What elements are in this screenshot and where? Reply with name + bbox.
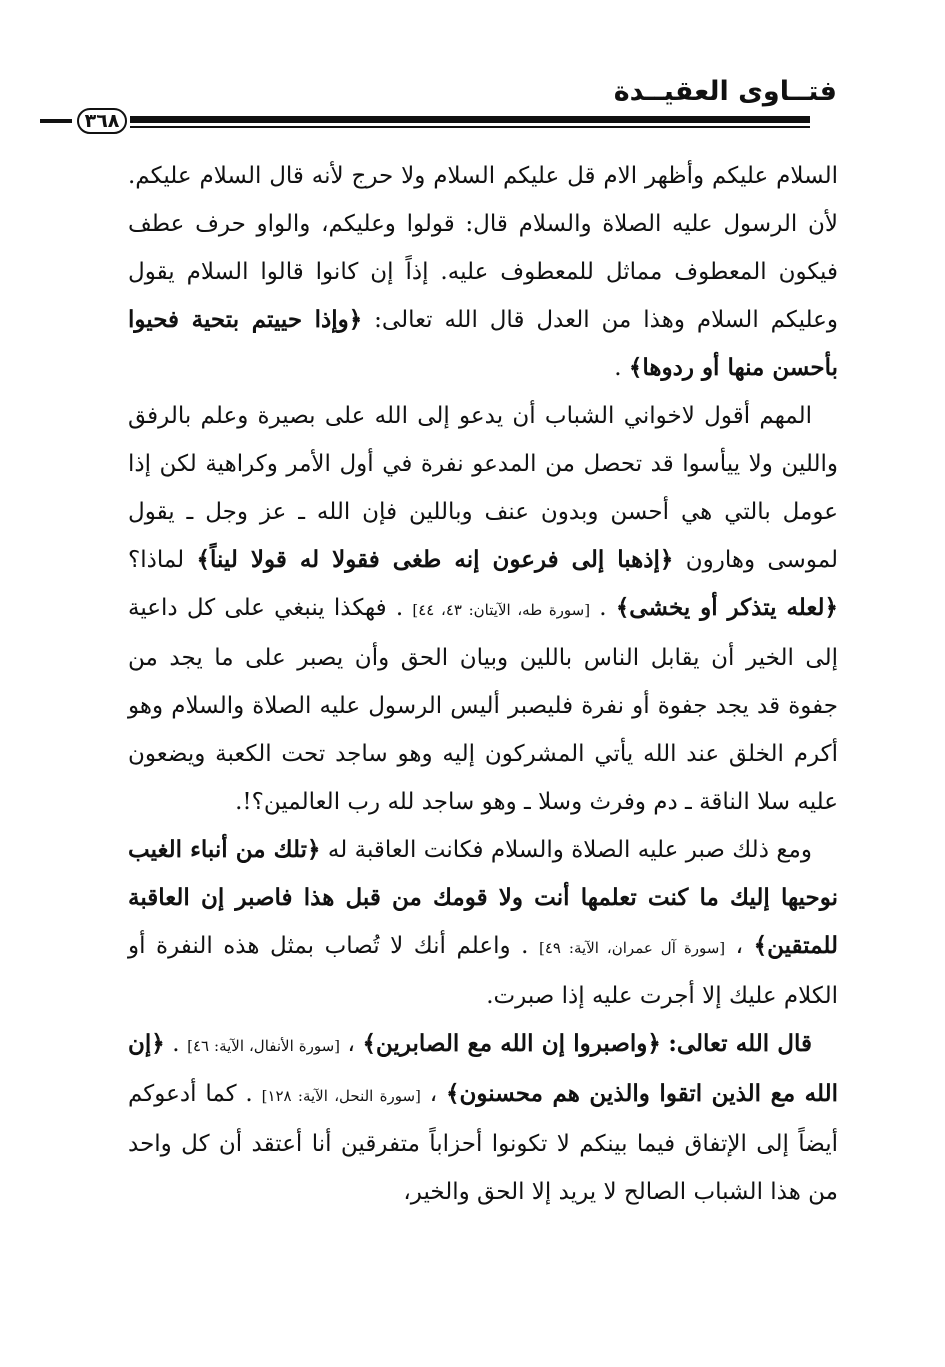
quran-intro: قال الله تعالى: [668,1030,812,1057]
punctuation: . [599,595,607,621]
paragraph-2-text: المهم أقول لاخواني الشباب أن يدعو إلى الله على بصيرة وعلم بالرفق واللين ولا ييأسوا قد تحصل من المدعو نفرة في أول الأمر وكراهية لكن إذا عومل بالتي هي أحسن وبدون عنف وباللين فإن الله ـ عز وجل ـ يقول لموسى وهارون [128,403,839,573]
punctuation: . [172,1031,180,1057]
header-rule-thin [130,126,810,128]
paragraph-4 [128,1020,838,1216]
punctuation: ، [735,933,744,959]
quran-verse: ﴿تلك من أنباء الغيب نوحيها إليك ما كنت تعلمها أنت ولا قومك من قبل هذا فاصبر إن العاقبة للمتقين﴾ [128,836,839,959]
verse-citation: [سورة النحل، الآية: ١٢٨] [261,1087,421,1105]
running-title: فتــاوى العقيــدة [613,76,837,107]
punctuation: . [614,355,622,381]
paragraph-2-text: لماذا؟ [128,547,185,573]
paragraph-3-text: . واعلم أنك لا تُصاب بمثل هذه النفرة أو الكلام عليك إلا أجرت عليه إذا صبرت. [128,933,838,1009]
paragraph-2 [128,392,838,826]
page-number-dash [40,119,72,123]
quran-verse: ﴿وإذا حييتم بتحية فحيوا بأحسن منها أو ردوها﴾ [128,306,838,381]
paragraph-4-text: . كما أدعوكم أيضاً إلى الإتفاق فيما بينكم لا تكونوا أحزاباً متفرقين أنا أعتقد أن كل واحد من هذا الشباب الصالح لا يريد إلا الحق والخير، [128,1081,838,1205]
quran-verse: ﴿إذهبا إلى فرعون إنه طغى فقولا له قولا ليناً﴾ [196,546,674,573]
body-text [128,152,838,1216]
header-rule-thick [130,116,810,123]
punctuation: ، [347,1031,355,1057]
quran-verse: ﴿إن الله مع الذين اتقوا والذين هم محسنون﴾ [128,1030,839,1107]
punctuation: ، [429,1081,438,1107]
paragraph-3-text: ومع ذلك صبر عليه الصلاة والسلام فكانت العاقبة له [327,837,812,863]
quran-verse: ﴿لعله يتذكر أو يخشى﴾ [615,594,838,621]
verse-citation: [سورة طه، الآيتان: ٤٣، ٤٤] [412,601,591,619]
page-number [76,108,128,134]
page-number-value: ٣٦٨ [77,108,128,134]
verse-citation: [سورة آل عمران، الآية: ٤٩] [538,939,726,957]
paragraph-3 [128,826,838,1020]
verse-citation: [سورة الأنفال، الآية: ٤٦] [187,1037,340,1055]
paragraph-1 [128,152,838,392]
paragraph-1-text: السلام عليكم وأظهر الام قل عليكم السلام ولا حرج لأنه قال السلام عليكم. لأن الرسول عليه الصلاة والسلام قال: قولوا وعليكم، والواو حرف عطف فيكون المعطوف مماثل للمعطوف عليه. إذاً إن كانوا قالوا السلام يقول وعليكم السلام وهذا من العدل قال الله تعالى: [128,163,838,333]
paragraph-2-text: . فهكذا ينبغي على كل داعية إلى الخير أن يقابل الناس باللين وبيان الحق وأن يصبر على ما يجد من جفوة قد يجد جفوة أو نفرة فليصبر أليس الرسول عليه الصلاة والسلام وهو أكرم الخلق عند الله يأتي المشركون إليه وهو ساجد تحت الكعبة ويضعون عليه سلا الناقة ـ دم وفرث وسلا ـ وهو ساجد لله رب العالمين؟!. [128,595,838,815]
quran-verse: ﴿واصبروا إن الله مع الصابرين﴾ [362,1030,661,1057]
